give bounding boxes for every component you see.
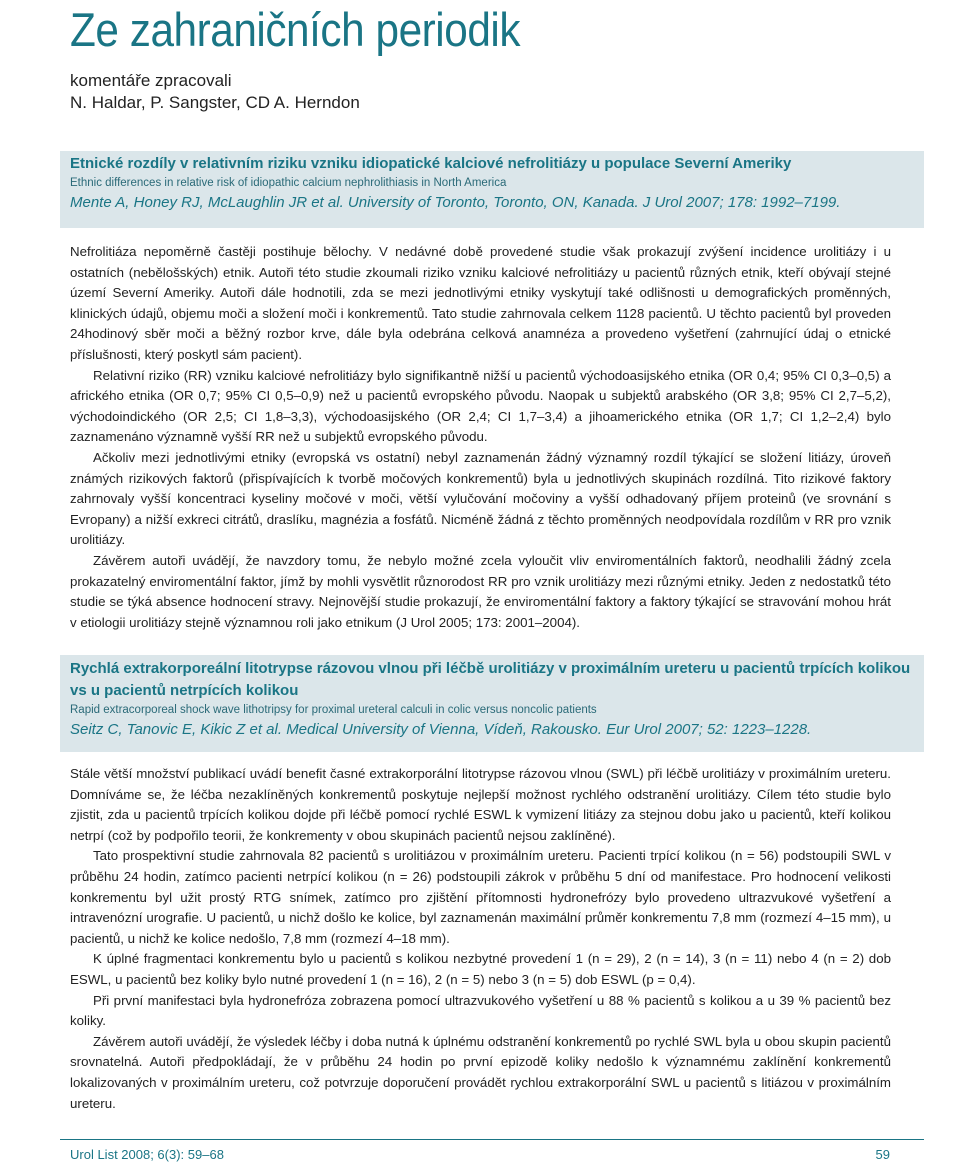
- article-1-body: [70, 242, 891, 633]
- authors-block: [70, 70, 360, 114]
- article-2-paragraph: Závěrem autoři uvádějí, že výsledek léčby i doba nutná k úplnému odstranění konkrementů po rychlé SWL byla u obou skupin pacientů srovnatelná. Autoři předpokládají, že v průběhu 24 hodin po první epizodě koliky nedošlo k významnému zaklínění konkrementů lokalizovaných v proximálním ureteru, což potvrzuje doporučení provádět rychlou extrakorporální SWL u pacientů s litiázou v proximálním ureteru.: [70, 1033, 891, 1111]
- article-1-paragraph: Závěrem autoři uvádějí, že navzdory tomu, že nebylo možné zcela vyloučit vliv enviromentálních faktorů, neodhalili žádný zcela prokazatelný enviromentální faktor, jímž by mohli vysvětlit různorodost RR pro vznik urolitiázy mezi různými etniky. Jeden z nedostatků této studie se týká absence hodnocení stravy. Nejnovější studie prokazují, že enviromentální faktory a faktory týkající se stravování mohou hrát v etiologii urolitiázy stejně významnou roli jako etnikum (J Urol 2005; 173: 2001–2004).: [70, 552, 891, 630]
- article-1-title: Etnické rozdíly v relativním riziku vzniku idiopatické kalciové nefrolitiázy u populace Severní Ameriky: [70, 155, 792, 172]
- article-2-paragraph: Při první manifestaci byla hydronefróza zobrazena pomocí ultrazvukového vyšetření u 88 % pacientů s kolikou a u 39 % pacientů bez koliky.: [70, 992, 891, 1029]
- article-2-body: [70, 764, 891, 1114]
- article-2-header: [60, 655, 924, 752]
- article-2-paragraph: Tato prospektivní studie zahrnovala 82 pacientů s urolitiázou v proximálním ureteru. Pacienti trpící kolikou (n = 56) podstoupili SWL v průběhu 24 hodin, zatímco pacienti netrpící kolikou (n = 26) podstoupili zákrok v průběhu 5 dní od manifestace. Pro hodnocení velikosti konkrementu byl užit prostý RTG snímek, zatímco pro zjištění přítomnosti hydronefrózy bylo provedeno ultrazvukové vyšetření a intravenózní urografie. U pacientů, u nichž došlo ke kolice, byl zaznamenán maximální průměr konkrementu 7,8 mm (rozmezí 4–15 mm), u pacientů, u nichž ke kolice nedošlo, 7,8 mm (rozmezí 4–18 mm).: [70, 848, 891, 946]
- article-2-reference: Seitz C, Tanovic E, Kikic Z et al. Medical University of Vienna, Vídeň, Rakousko. Eur Urol 2007; 52: 1223–1228.: [70, 721, 812, 738]
- article-2-title-english: Rapid extracorporeal shock wave lithotripsy for proximal ureteral calculi in colic versus noncolic patients: [70, 704, 597, 716]
- commentary-authors: N. Haldar, P. Sangster, CD A. Herndon: [70, 93, 360, 112]
- page-number: 59: [875, 1147, 890, 1162]
- article-1-title-english: Ethnic differences in relative risk of idiopathic calcium nephrolithiasis in North America: [70, 177, 507, 189]
- article-2-paragraph: Stále větší množství publikací uvádí benefit časné extrakorporální litotrypse rázovou vlnou (SWL) při léčbě urolitiázy v proximálním ureteru. Domníváme se, že léčba nezaklíněných konkrementů poskytuje nejlepší možnost rychlého odstranění urolitiázy. Cílem této studie bylo zjistit, zda u pacientů trpících kolikou dojde při léčbě pomocí rychlé ESWL k vymizení litiázy za stejnou dobu jako u pacientů, kteří kolikou netrpí (což by podpořilo teorii, že konkrementy v obou skupinách pacientů nejsou zaklíněné).: [70, 766, 891, 843]
- article-1-reference: Mente A, Honey RJ, McLaughlin JR et al. University of Toronto, Toronto, ON, Kanada. J Urol 2007; 178: 1992–7199.: [70, 194, 841, 211]
- page-title: Ze zahraničních periodik: [70, 3, 521, 56]
- article-2-title: Rychlá extrakorporeální litotrypse rázovou vlnou při léčbě urolitiázy v proximálním ureteru u pacientů trpících kolikou vs u pacientů netrpících kolikou: [70, 660, 911, 699]
- article-1-paragraph: Ačkoliv mezi jednotlivými etniky (evropská vs ostatní) nebyl zaznamenán žádný významný rozdíl týkající se složení litiázy, úroveň známých rizikových faktorů (přispívajících k tvorbě močových konkrementů) byla u jednotlivých skupinách rozdílná. Tito rizikové faktory zahrnovaly vyšší koncentraci kyseliny močové v moči, větší vylučování močoviny a vyšší odhadovaný příjem proteinů (ve srovnání s Evropany) a nižší exkreci citrátů, draslíku, magnézia a fosfátů. Nicméně žádná z těchto proměnných neodpovídala rozdílům v RR pro vznik urolitiázy.: [70, 449, 891, 548]
- article-1-paragraph: Nefrolitiáza nepoměrně častěji postihuje bělochy. V nedávné době provedené studie však prokazují zvýšení incidence urolitiázy i u ostatních (nebělošských) etnik. Autoři této studie zkoumali riziko vzniku kalciové nefrolitiázy u pacientů různých etnik, kteří obývají stejné území Severní Ameriky. Autoři dále hodnotili, zda se mezi jednotlivými etniky vyskytují také odlišnosti u demografických proměnných, klinických údajů, objemu moči a složení moči i konkrementů. Tato studie zahrnovala celkem 1128 pacientů. U těchto pacientů byl proveden 24hodinový sběr moči a běžný rozbor krve, dále byla odebrána celková anamnéza a provedeno vyšetření (zahrnující údaj o etnické příslušnosti, který poskytl sám pacient).: [70, 244, 891, 362]
- article-1-header: [60, 151, 924, 228]
- footer-citation: Urol List 2008; 6(3): 59–68: [70, 1147, 224, 1162]
- commentary-label: komentáře zpracovali: [70, 71, 232, 90]
- article-1-paragraph: Relativní riziko (RR) vzniku kalciové nefrolitiázy bylo signifikantně nižší u pacientů východoasijského etnika (OR 0,4; 95% CI 0,3–0,5) a afrického etnika (OR 0,7; 95% CI 0,5–0,9) než u pacientů evropského původu. Naopak u subjektů arabského (OR 3,8; 95% CI 2,7–5,2), východoindického (OR 2,5; CI 1,8–3,3), východoasijského (OR 2,4; CI 1,7–3,4) a jihoamerického etnika (OR 1,7; CI 1,2–2,4) bylo zaznamenáno významně vyšší RR než u subjektů evropského původu.: [70, 367, 891, 445]
- footer-divider: [60, 1139, 924, 1140]
- article-2-paragraph: K úplné fragmentaci konkrementu bylo u pacientů s kolikou nezbytné provedení 1 (n = 29), 2 (n = 14), 3 (n = 11) nebo 4 (n = 2) dob ESWL, u pacientů bez koliky bylo nutné provedení 1 (n = 16), 2 (n = 5) nebo 3 (n = 5) dob ESWL (p = 0,4).: [70, 951, 891, 987]
